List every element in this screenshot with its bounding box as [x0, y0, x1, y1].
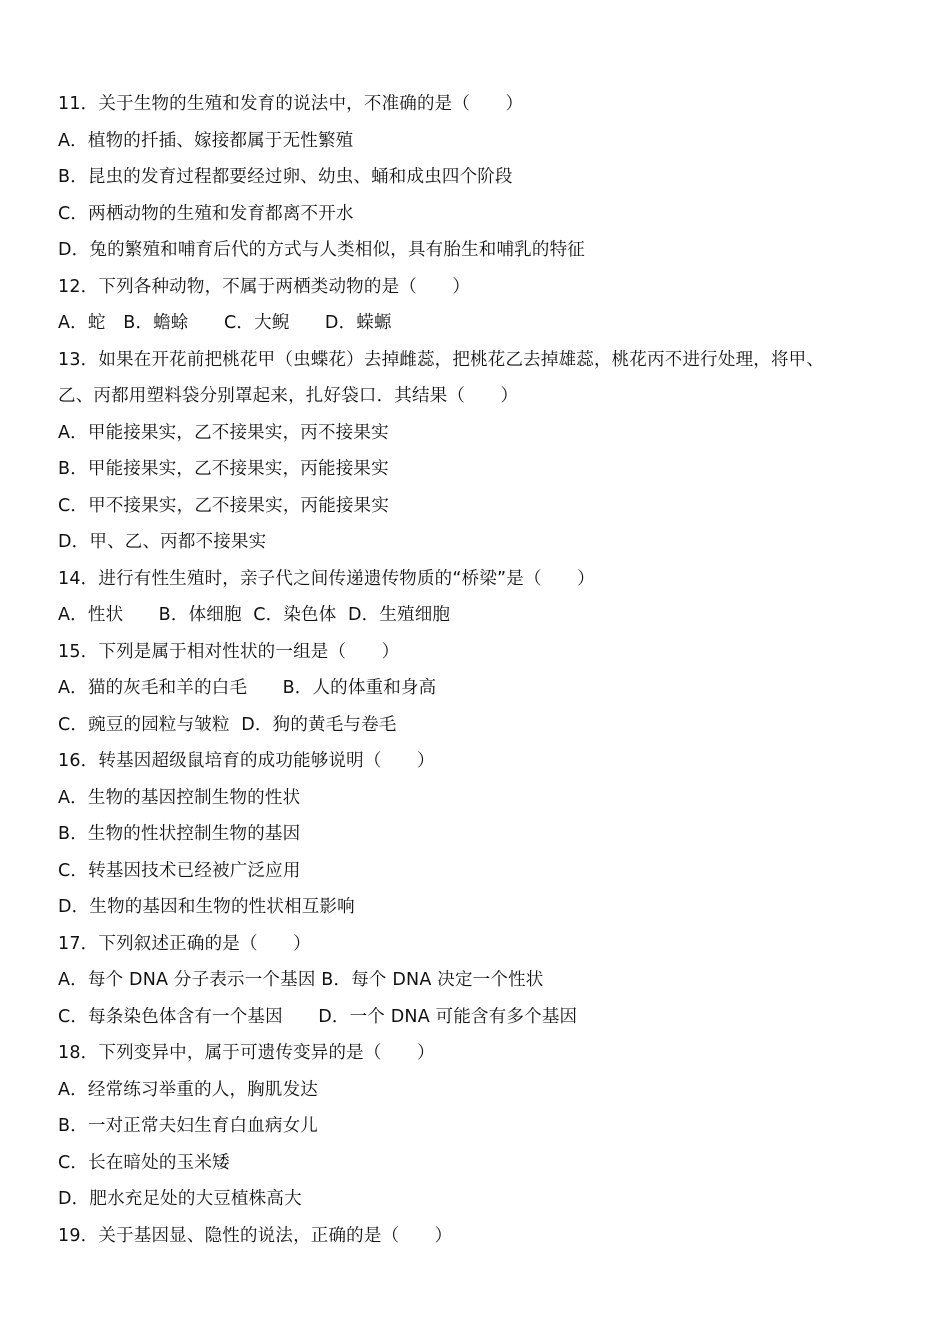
- question-18-option-a: A．经常练习举重的人，胸肌发达: [58, 1079, 318, 1100]
- question-11-stem: 11．关于生物的生殖和发育的说法中，不准确的是（ ）: [58, 94, 524, 114]
- question-18-option-c: C．长在暗处的玉米矮: [58, 1152, 230, 1173]
- question-18-option-d: D．肥水充足处的大豆植株高大: [58, 1189, 302, 1209]
- question-14-stem: 14．进行有性生殖时，亲子代之间传递遗传物质的“桥梁”是（ ）: [58, 568, 595, 589]
- question-11-option-c: C．两栖动物的生殖和发育都离不开水: [58, 203, 354, 224]
- question-13-option-a: A．甲能接果实，乙不接果实，丙不接果实: [58, 422, 389, 443]
- question-11-option-d: D．兔的繁殖和哺育后代的方式与人类相似，具有胎生和哺乳的特征: [58, 240, 585, 260]
- question-13-option-b: B．甲能接果实，乙不接果实，丙能接果实: [58, 459, 389, 479]
- question-13-option-d: D．甲、乙、丙都不接果实: [58, 532, 267, 552]
- question-13-stem-line-1: 13．如果在开花前把桃花甲（虫蝶花）去掉雌蕊，把桃花乙去掉雄蕊，桃花丙不进行处理，将甲、: [58, 349, 825, 370]
- question-16-option-b: B．生物的性状控制生物的基因: [58, 824, 301, 844]
- question-11-option-a: A．植物的扦插、嫁接都属于无性繁殖: [58, 130, 354, 151]
- question-14-options: A．性状 B．体细胞 C．染色体 D．生殖细胞: [58, 605, 451, 625]
- question-12-options: A．蛇 B．蟾蜍 C．大鲵 D．蝾螈: [58, 313, 392, 333]
- question-13-stem-line-2: 乙、丙都用塑料袋分别罩起来，扎好袋口．其结果（ ）: [58, 386, 519, 406]
- question-16-option-c: C．转基因技术已经被广泛应用: [58, 860, 301, 881]
- question-text-block: [58, 86, 898, 1254]
- question-15-options-cd: C．豌豆的园粒与皱粒 D．狗的黄毛与卷毛: [58, 714, 397, 735]
- question-17-options-ab: A．每个 DNA 分子表示一个基因 B．每个 DNA 决定一个性状: [58, 970, 544, 990]
- question-16-option-a: A．生物的基因控制生物的性状: [58, 787, 301, 808]
- question-17-stem: 17．下列叙述正确的是（ ）: [58, 933, 311, 954]
- question-18-stem: 18．下列变异中，属于可遗传变异的是（ ）: [58, 1043, 435, 1063]
- question-19-stem: 19．关于基因显、隐性的说法，正确的是（ ）: [58, 1225, 453, 1246]
- question-15-stem: 15．下列是属于相对性状的一组是（ ）: [58, 641, 400, 662]
- question-18-option-b: B．一对正常夫妇生育白血病女儿: [58, 1116, 319, 1136]
- question-17-options-cd: C．每条染色体含有一个基因 D．一个 DNA 可能含有多个基因: [58, 1006, 578, 1027]
- question-16-option-d: D．生物的基因和生物的性状相互影响: [58, 897, 355, 917]
- question-15-options-ab: A．猫的灰毛和羊的白毛 B．人的体重和身高: [58, 678, 437, 698]
- question-13-option-c: C．甲不接果实，乙不接果实，丙能接果实: [58, 495, 390, 516]
- question-16-stem: 16．转基因超级鼠培育的成功能够说明（ ）: [58, 751, 435, 771]
- question-12-stem: 12．下列各种动物，不属于两栖类动物的是（ ）: [58, 276, 471, 297]
- question-11-option-b: B．昆虫的发育过程都要经过卵、幼虫、蛹和成虫四个阶段: [58, 167, 513, 187]
